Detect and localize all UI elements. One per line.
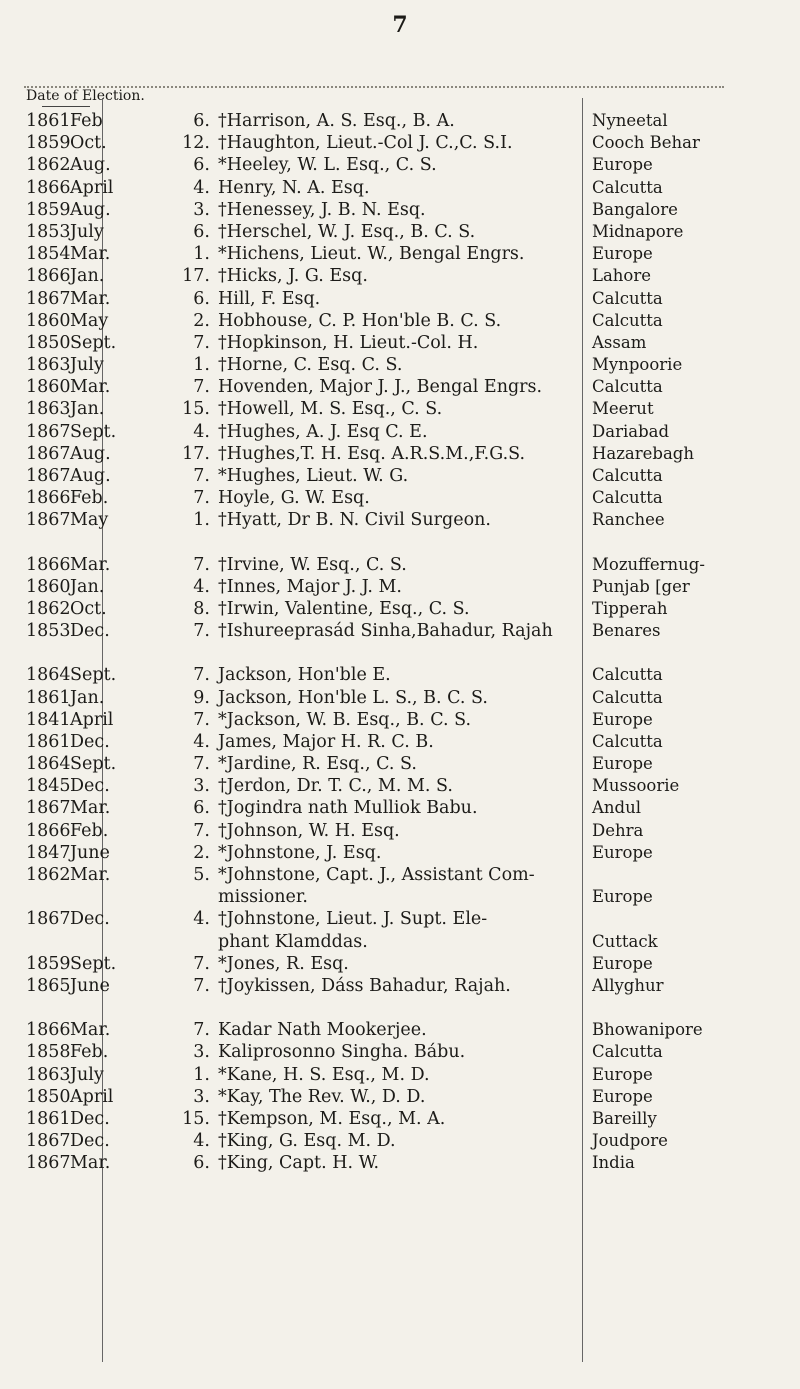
member-name: †Haughton, Lieut.-Col J. C.,C. S.I. <box>218 133 513 154</box>
member-day: 6. <box>193 798 210 819</box>
member-place: Mynpoorie <box>592 355 683 375</box>
member-name: *Jardine, R. Esq., C. S. <box>218 754 417 775</box>
member-month: Oct. <box>70 598 107 619</box>
member-day: 3. <box>193 1042 210 1063</box>
member-name: Kadar Nath Mookerjee. <box>218 1020 427 1041</box>
member-name: *Hughes, Lieut. W. G. <box>218 466 409 486</box>
member-row <box>0 797 800 819</box>
member-place: Assam <box>592 332 647 352</box>
member-month: Sept. <box>70 665 117 686</box>
member-month: Feb. <box>70 488 109 509</box>
member-place: Europe <box>592 1064 653 1084</box>
member-year: 1861 <box>26 1108 71 1129</box>
member-row <box>0 487 800 509</box>
member-row <box>0 443 800 465</box>
member-month: Dec. <box>70 1108 110 1129</box>
member-row <box>0 1152 800 1174</box>
member-day: 12. <box>182 133 210 154</box>
member-month: Dec. <box>70 621 110 642</box>
member-month: Feb. <box>70 1042 109 1063</box>
member-place: Bangalore <box>592 199 678 219</box>
member-year: 1859 <box>26 953 71 974</box>
member-day: 6. <box>193 111 210 131</box>
member-row <box>0 598 800 620</box>
header-underline <box>42 106 90 107</box>
member-row <box>0 842 800 864</box>
member-name: †Hyatt, Dr B. N. Civil Surgeon. <box>218 510 491 531</box>
member-day: 7. <box>193 754 210 775</box>
member-day: 4. <box>193 1131 210 1152</box>
member-place: Joudpore <box>592 1131 668 1151</box>
member-month: Jan. <box>70 687 105 708</box>
member-row <box>0 288 800 310</box>
member-name: phant Klamddas. <box>218 931 368 952</box>
member-year: 1867 <box>26 288 71 309</box>
member-name: †Irvine, W. Esq., C. S. <box>218 554 407 575</box>
member-day: 4. <box>193 177 210 198</box>
member-day: 6. <box>193 155 210 176</box>
member-place: Europe <box>592 709 653 729</box>
member-day: 7. <box>193 554 210 575</box>
member-place: Nyneetal <box>592 111 668 130</box>
member-day: 1. <box>193 355 210 376</box>
member-year: 1862 <box>26 155 71 176</box>
member-month: Jan. <box>70 266 105 287</box>
member-year: 1862 <box>26 865 71 885</box>
member-place: Calcutta <box>592 310 663 330</box>
member-row <box>0 177 800 199</box>
member-year: 1853 <box>26 621 71 642</box>
member-place: Cooch Behar <box>592 133 700 153</box>
member-place: Europe <box>592 155 653 175</box>
member-year: 1860 <box>26 310 71 331</box>
member-name: Hovenden, Major J. J., Bengal Engrs. <box>218 377 543 398</box>
member-row <box>0 110 800 132</box>
member-year: 1850 <box>26 1086 71 1107</box>
member-year: 1866 <box>26 554 71 575</box>
member-year: 1850 <box>26 332 71 353</box>
member-list <box>0 110 800 1174</box>
member-name: James, Major H. R. C. B. <box>218 731 434 752</box>
member-month: Jan. <box>70 399 105 420</box>
member-name: *Jackson, W. B. Esq., B. C. S. <box>218 709 472 730</box>
member-name: †Harrison, A. S. Esq., B. A. <box>218 111 455 131</box>
member-name: †King, G. Esq. M. D. <box>218 1131 396 1152</box>
member-day: 3. <box>193 776 210 797</box>
member-year: 1867 <box>26 443 71 464</box>
member-year: 1866 <box>26 1020 71 1041</box>
member-day: 4. <box>193 909 210 930</box>
member-month: Mar. <box>70 798 111 819</box>
member-name: †Henessey, J. B. N. Esq. <box>218 199 426 220</box>
member-name: †Johnstone, Lieut. J. Supt. Ele- <box>218 909 488 930</box>
member-place: Mussoorie <box>592 776 680 796</box>
member-name: *Johnstone, J. Esq. <box>218 842 382 863</box>
member-day: 4. <box>193 421 210 442</box>
member-name: Jackson, Hon'ble E. <box>218 665 391 686</box>
member-place: Dariabad <box>592 421 670 441</box>
member-row <box>0 931 800 953</box>
member-day: 7. <box>193 621 210 642</box>
member-row <box>0 509 800 531</box>
member-month: Sept. <box>70 332 117 353</box>
member-name: †Kempson, M. Esq., M. A. <box>218 1108 446 1129</box>
member-day: 7. <box>193 820 210 841</box>
member-year: 1861 <box>26 687 71 708</box>
member-name: †Irwin, Valentine, Esq., C. S. <box>218 598 470 619</box>
member-name: †Jogindra nath Mulliok Babu. <box>218 798 478 819</box>
member-row <box>0 709 800 731</box>
member-day: 2. <box>193 842 210 863</box>
member-year: 1853 <box>26 221 71 242</box>
member-month: Aug. <box>70 443 111 464</box>
member-month: Mar. <box>70 288 111 309</box>
member-row <box>0 775 800 797</box>
member-place: Bhowanipore <box>592 1020 703 1040</box>
member-month: Mar. <box>70 554 111 575</box>
member-name: †Hughes, A. J. Esq C. E. <box>218 421 428 442</box>
member-day: 6. <box>193 221 210 242</box>
member-month: Mar. <box>70 244 111 265</box>
member-name: †Howell, M. S. Esq., C. S. <box>218 399 443 420</box>
member-name: Hill, F. Esq. <box>218 288 321 309</box>
member-year: 1867 <box>26 909 71 930</box>
member-day: 1. <box>193 510 210 531</box>
member-name: *Hichens, Lieut. W., Bengal Engrs. <box>218 244 525 265</box>
member-row <box>0 1086 800 1108</box>
member-day: 7. <box>193 377 210 398</box>
member-month: May <box>70 310 109 331</box>
member-year: 1866 <box>26 820 71 841</box>
member-day: 7. <box>193 1020 210 1041</box>
member-name: *Johnstone, Capt. J., Assistant Com- <box>218 865 535 885</box>
member-year: 1866 <box>26 488 71 509</box>
member-month: Aug. <box>70 466 111 486</box>
member-day: 5. <box>193 865 210 885</box>
member-name: Henry, N. A. Esq. <box>218 177 370 198</box>
member-place: Europe <box>592 887 653 907</box>
member-day: 15. <box>182 1108 210 1129</box>
member-year: 1861 <box>26 731 71 752</box>
member-month: April <box>70 709 114 730</box>
member-year: 1867 <box>26 1153 71 1174</box>
member-place: Ranchee <box>592 510 665 530</box>
member-year: 1867 <box>26 798 71 819</box>
member-year: 1847 <box>26 842 71 863</box>
member-row <box>0 421 800 443</box>
member-month: Dec. <box>70 731 110 752</box>
member-month: Mar. <box>70 377 111 398</box>
member-year: 1858 <box>26 1042 71 1063</box>
member-row <box>0 886 800 908</box>
member-row <box>0 1130 800 1152</box>
member-day: 7. <box>193 709 210 730</box>
member-year: 1867 <box>26 466 71 486</box>
member-name: †Hicks, J. G. Esq. <box>218 266 368 287</box>
member-day: 17. <box>182 266 210 287</box>
member-year: 1867 <box>26 421 71 442</box>
member-day: 2. <box>193 310 210 331</box>
member-day: 15. <box>182 399 210 420</box>
member-day: 7. <box>193 953 210 974</box>
member-name: Jackson, Hon'ble L. S., B. C. S. <box>218 687 488 708</box>
member-month: May <box>70 510 109 531</box>
member-name: *Jones, R. Esq. <box>218 953 349 974</box>
member-place: Calcutta <box>592 377 663 397</box>
member-day: 9. <box>193 687 210 708</box>
member-year: 1859 <box>26 133 71 154</box>
page-number: 7 <box>392 12 408 38</box>
member-place: Andul <box>592 798 642 818</box>
member-place: Europe <box>592 1086 653 1106</box>
member-place: Calcutta <box>592 488 663 508</box>
member-row <box>0 132 800 154</box>
member-year: 1866 <box>26 266 71 287</box>
member-day: 6. <box>193 1153 210 1174</box>
member-row <box>0 376 800 398</box>
member-name: †Hopkinson, H. Lieut.-Col. H. <box>218 332 479 353</box>
member-month: Sept. <box>70 421 117 442</box>
member-month: June <box>70 975 110 996</box>
member-month: April <box>70 1086 114 1107</box>
member-year: 1864 <box>26 754 71 775</box>
member-month: Mar. <box>70 865 111 885</box>
member-name: †Innes, Major J. J. M. <box>218 576 402 597</box>
member-year: 1862 <box>26 598 71 619</box>
member-row <box>0 354 800 376</box>
member-month: Feb. <box>70 820 109 841</box>
date-of-election-header: Date of Election. <box>26 88 145 104</box>
member-row <box>0 576 800 598</box>
member-place: Europe <box>592 244 653 264</box>
member-place: Tipperah <box>592 598 668 618</box>
member-day: 17. <box>182 443 210 464</box>
member-row <box>0 1041 800 1063</box>
member-place: Calcutta <box>592 177 663 197</box>
member-place: Benares <box>592 621 661 641</box>
member-month: Dec. <box>70 776 110 797</box>
member-month: Jan. <box>70 576 105 597</box>
member-year: 1863 <box>26 399 71 420</box>
member-row <box>0 465 800 487</box>
member-row <box>0 554 800 576</box>
member-place: Dehra <box>592 820 644 840</box>
member-row <box>0 243 800 265</box>
member-place: Calcutta <box>592 687 663 707</box>
member-name: *Heeley, W. L. Esq., C. S. <box>218 155 437 176</box>
member-month: April <box>70 177 114 198</box>
member-row <box>0 820 800 842</box>
member-month: Sept. <box>70 754 117 775</box>
member-name: missioner. <box>218 887 308 908</box>
member-row <box>0 975 800 997</box>
member-row <box>0 908 800 930</box>
member-row <box>0 265 800 287</box>
member-month: Mar. <box>70 1153 111 1174</box>
member-day: 7. <box>193 466 210 486</box>
member-year: 1861 <box>26 111 71 131</box>
member-place: Europe <box>592 953 653 973</box>
member-month: Dec. <box>70 909 110 930</box>
member-place: Midnapore <box>592 221 684 241</box>
member-day: 1. <box>193 1064 210 1085</box>
member-row <box>0 398 800 420</box>
member-day: 6. <box>193 288 210 309</box>
member-row <box>0 687 800 709</box>
member-month: Aug. <box>70 155 111 176</box>
member-row <box>0 953 800 975</box>
member-year: 1845 <box>26 776 71 797</box>
member-place: Allyghur <box>592 975 664 995</box>
member-place: Calcutta <box>592 1042 663 1062</box>
member-year: 1860 <box>26 576 71 597</box>
member-day: 3. <box>193 199 210 220</box>
member-place: Cuttack <box>592 931 658 951</box>
member-place: Lahore <box>592 266 652 286</box>
member-month: July <box>70 1064 104 1085</box>
member-place: Calcutta <box>592 288 663 308</box>
member-name: Hoyle, G. W. Esq. <box>218 488 370 509</box>
member-month: July <box>70 355 104 376</box>
member-year: 1863 <box>26 1064 71 1085</box>
member-month: Dec. <box>70 1131 110 1152</box>
member-year: 1860 <box>26 377 71 398</box>
member-day: 7. <box>193 975 210 996</box>
member-place: Calcutta <box>592 665 663 685</box>
member-row <box>0 199 800 221</box>
member-year: 1867 <box>26 1131 71 1152</box>
member-month: Oct. <box>70 133 107 154</box>
member-day: 1. <box>193 244 210 265</box>
member-day: 7. <box>193 488 210 509</box>
member-day: 4. <box>193 576 210 597</box>
member-year: 1863 <box>26 355 71 376</box>
member-name: †Horne, C. Esq. C. S. <box>218 355 403 376</box>
member-place: Punjab [ger <box>592 576 690 596</box>
member-day: 8. <box>193 598 210 619</box>
member-place: India <box>592 1153 635 1173</box>
member-month: July <box>70 221 104 242</box>
member-name: †Joykissen, Dáss Bahadur, Rajah. <box>218 975 511 996</box>
member-row <box>0 753 800 775</box>
member-row <box>0 221 800 243</box>
member-year: 1865 <box>26 975 71 996</box>
member-name: †Jerdon, Dr. T. C., M. M. S. <box>218 776 453 797</box>
member-day: 7. <box>193 332 210 353</box>
member-year: 1867 <box>26 510 71 531</box>
member-row <box>0 310 800 332</box>
member-place: Calcutta <box>592 731 663 751</box>
member-name: †Ishureeprasád Sinha,Bahadur, Rajah <box>218 621 553 642</box>
member-name: †Johnson, W. H. Esq. <box>218 820 400 841</box>
member-place: Hazarebagh <box>592 443 694 463</box>
member-row <box>0 1019 800 1041</box>
member-year: 1841 <box>26 709 71 730</box>
member-month: Sept. <box>70 953 117 974</box>
member-place: Meerut <box>592 399 654 419</box>
member-name: †King, Capt. H. W. <box>218 1153 380 1174</box>
member-month: Mar. <box>70 1020 111 1041</box>
member-place: Mozuffernug- <box>592 554 705 574</box>
member-name: †Hughes,T. H. Esq. A.R.S.M.,F.G.S. <box>218 443 526 464</box>
member-row <box>0 332 800 354</box>
member-place: Europe <box>592 754 653 774</box>
member-place: Europe <box>592 842 653 862</box>
member-month: Feb <box>70 111 103 131</box>
member-name: *Kay, The Rev. W., D. D. <box>218 1086 426 1107</box>
member-row <box>0 731 800 753</box>
member-name: Kaliprosonno Singha. Bábu. <box>218 1042 466 1063</box>
member-year: 1866 <box>26 177 71 198</box>
member-place: Calcutta <box>592 466 663 485</box>
member-day: 3. <box>193 1086 210 1107</box>
member-name: *Kane, H. S. Esq., M. D. <box>218 1064 430 1085</box>
member-year: 1854 <box>26 244 71 265</box>
member-row <box>0 1064 800 1086</box>
member-row <box>0 864 800 886</box>
member-day: 7. <box>193 665 210 686</box>
member-row <box>0 664 800 686</box>
member-row <box>0 1108 800 1130</box>
member-month: Aug. <box>70 199 111 220</box>
member-year: 1859 <box>26 199 71 220</box>
member-day: 4. <box>193 731 210 752</box>
member-name: †Herschel, W. J. Esq., B. C. S. <box>218 221 476 242</box>
member-year: 1864 <box>26 665 71 686</box>
member-place: Bareilly <box>592 1108 657 1128</box>
member-month: June <box>70 842 110 863</box>
member-row <box>0 154 800 176</box>
member-row <box>0 620 800 642</box>
member-name: Hobhouse, C. P. Hon'ble B. C. S. <box>218 310 502 331</box>
